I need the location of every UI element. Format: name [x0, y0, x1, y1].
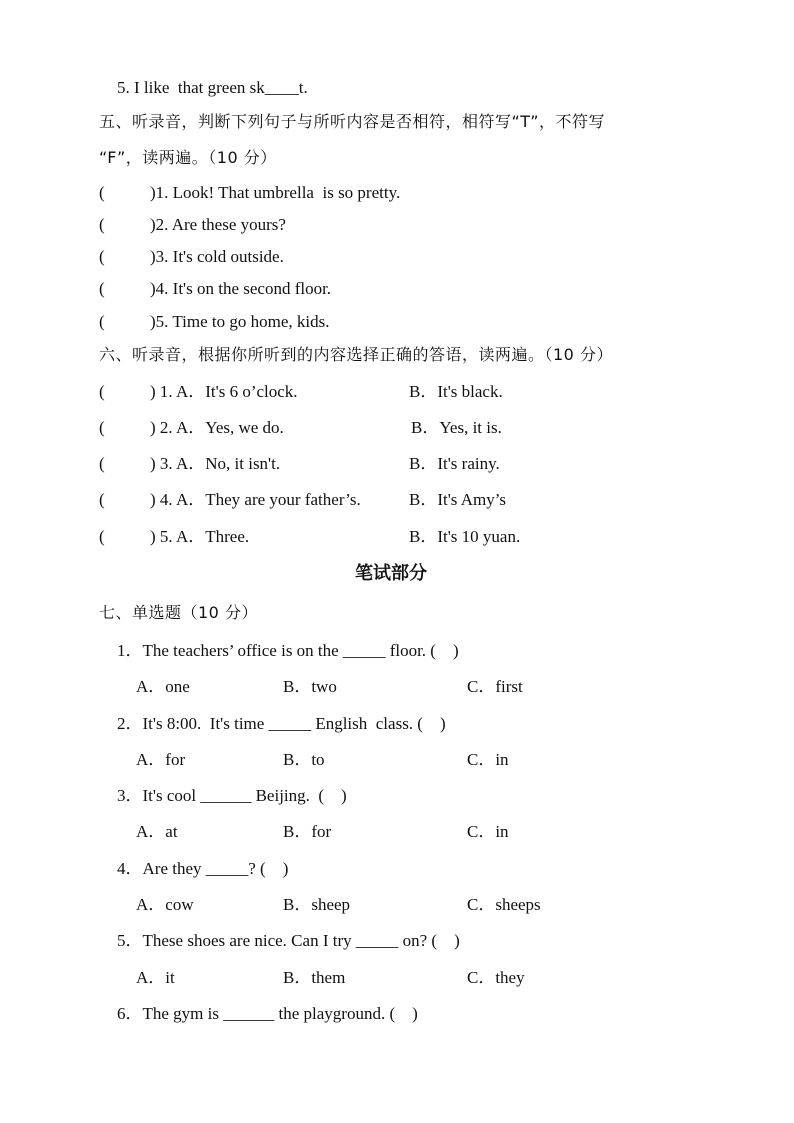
- answer-paren[interactable]: (: [99, 527, 105, 546]
- option-a[interactable]: A．at: [136, 822, 178, 841]
- option-c[interactable]: C．first: [467, 677, 523, 696]
- option-a[interactable]: A．one: [136, 677, 190, 696]
- question-stem: 3．It's cool ______ Beijing. ( ): [117, 786, 347, 805]
- answer-paren[interactable]: (: [99, 215, 105, 234]
- answer-paren[interactable]: (: [99, 312, 105, 331]
- question-stem: 6．The gym is ______ the playground. ( ): [117, 1004, 418, 1023]
- option-b: B．It's rainy.: [409, 454, 500, 473]
- option-a: ) 4. A．They are your father’s.: [150, 490, 361, 509]
- answer-paren[interactable]: (: [99, 247, 105, 266]
- section5-heading-cont: “F”，读两遍。（10 分）: [99, 148, 277, 167]
- option-b[interactable]: B．to: [283, 750, 325, 769]
- answer-paren[interactable]: (: [99, 490, 105, 509]
- option-b: B．Yes, it is.: [411, 418, 502, 437]
- section5-heading: 五、听录音，判断下列句子与所听内容是否相符，相符写“T”，不符写: [99, 112, 606, 131]
- section7-heading: 七、单选题（10 分）: [99, 603, 258, 622]
- option-b: B．It's black.: [409, 382, 503, 401]
- question-stem: 2．It's 8:00. It's time _____ English class. ( ): [117, 714, 446, 733]
- option-c[interactable]: C．they: [467, 968, 525, 987]
- answer-paren[interactable]: (: [99, 454, 105, 473]
- option-b[interactable]: B．sheep: [283, 895, 351, 914]
- option-a: ) 2. A．Yes, we do.: [150, 418, 284, 437]
- item-text: )5. Time to go home, kids.: [150, 312, 330, 331]
- answer-paren[interactable]: (: [99, 382, 105, 401]
- option-b: B．It's 10 yuan.: [409, 527, 521, 546]
- option-a: ) 5. A．Three.: [150, 527, 250, 546]
- section6-heading: 六、听录音，根据你所听到的内容选择正确的答语，读两遍。（10 分）: [99, 345, 613, 364]
- item-text: )1. Look! That umbrella is so pretty.: [150, 183, 401, 202]
- written-part-title: 笔试部分: [355, 563, 427, 584]
- question-stem: 4．Are they _____? ( ): [117, 859, 289, 878]
- answer-paren[interactable]: (: [99, 418, 105, 437]
- question-stem: 5．These shoes are nice. Can I try _____ on? ( ): [117, 931, 460, 950]
- item-5-spelling: 5. I like that green sk____t.: [117, 78, 308, 97]
- question-stem: 1．The teachers’ office is on the _____ floor. ( ): [117, 641, 459, 660]
- option-c[interactable]: C．sheeps: [467, 895, 541, 914]
- option-c[interactable]: C．in: [467, 750, 509, 769]
- option-a[interactable]: A．it: [136, 968, 175, 987]
- option-b[interactable]: B．two: [283, 677, 337, 696]
- option-b[interactable]: B．for: [283, 822, 332, 841]
- option-a: ) 3. A．No, it isn't.: [150, 454, 281, 473]
- option-a[interactable]: A．for: [136, 750, 186, 769]
- answer-paren[interactable]: (: [99, 279, 105, 298]
- item-text: )3. It's cold outside.: [150, 247, 284, 266]
- option-a[interactable]: A．cow: [136, 895, 194, 914]
- option-b: B．It's Amy’s: [409, 490, 507, 509]
- item-text: )4. It's on the second floor.: [150, 279, 332, 298]
- answer-paren[interactable]: (: [99, 183, 105, 202]
- option-a: ) 1. A．It's 6 o’clock.: [150, 382, 298, 401]
- option-c[interactable]: C．in: [467, 822, 509, 841]
- item-text: )2. Are these yours?: [150, 215, 286, 234]
- option-b[interactable]: B．them: [283, 968, 346, 987]
